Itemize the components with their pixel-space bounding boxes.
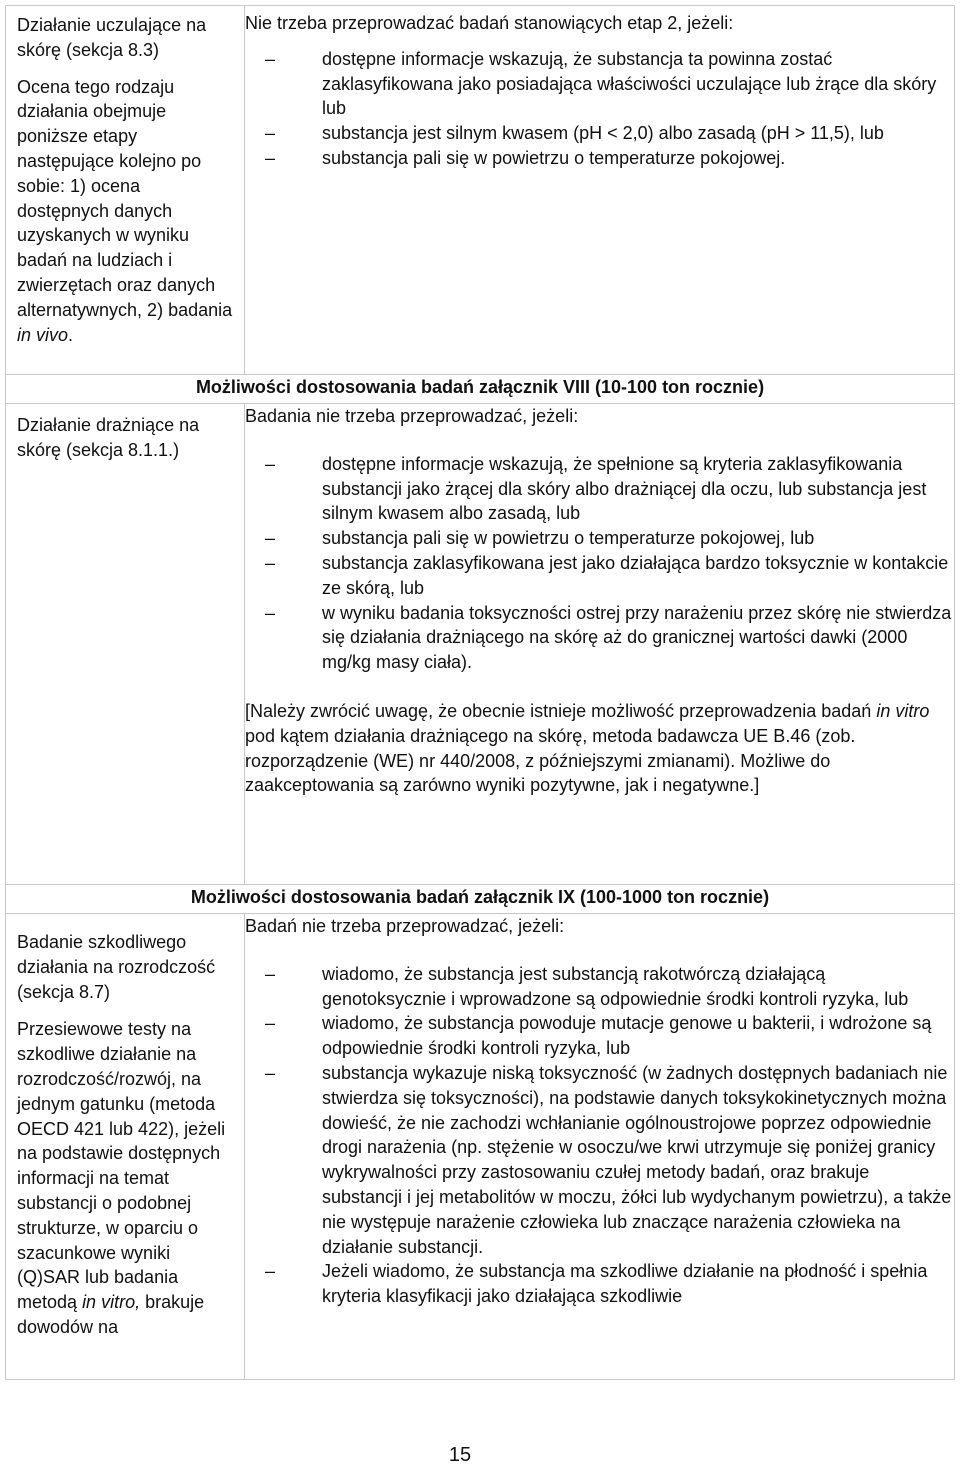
list-item: – substancja zaklasyfikowana jest jako działająca bardzo toksycznie w kontakcie ze skórą, lub xyxy=(245,551,954,601)
row-skin-irritation xyxy=(6,404,955,885)
list-item: – wiadomo, że substancja powoduje mutacje genowe u bakterii, i wdrożone są odpowiednie środki kontroli ryzyka, lub xyxy=(245,1011,954,1061)
left-cell xyxy=(6,914,245,1380)
row3-title: Badanie szkodliwego działania na rozrodczość (sekcja 8.7) xyxy=(17,932,216,1002)
list-item: – substancja jest silnym kwasem (pH < 2,0) albo zasadą (pH > 11,5), lub xyxy=(245,121,954,146)
row2-note: [Należy zwrócić uwagę, że obecnie istnieje możliwość przeprowadzenia badań in vitro pod kątem działania drażniącego na skórę, metoda badawcza UE B.46 (zob. rozporządzenie (WE) nr 440/2008, z późniejszymi zmianami). Możliwe do zaakceptowania są zarówno wyniki pozytywne, jak i negatywne.] xyxy=(245,700,930,796)
list-item: – w wyniku badania toksyczności ostrej przy narażeniu przez skórę nie stwierdza się działania drażniącego na skórę aż do granicznej wartości dawki (2000 mg/kg masy ciała). xyxy=(245,601,954,675)
row1-title: Działanie uczulające na skórę (sekcja 8.3) xyxy=(17,15,207,60)
section-header-row xyxy=(6,375,955,404)
row2-bullet-list xyxy=(245,452,954,675)
list-item: – dostępne informacje wskazują, że substancja ta powinna zostać zaklasyfikowana jako posiadająca właściwości uczulające lub żrące dla skóry lub xyxy=(245,47,954,121)
left-cell xyxy=(6,6,245,375)
row3-description: Przesiewowe testy na szkodliwe działanie na rozrodczość/rozwój, na jednym gatunku (metoda OECD 421 lub 422), jeżeli na podstawie dostępnych informacji na temat substancji o podobnej strukturze, w oparciu o szacunkowe wyniki (Q)SAR lub badania metodą in vitro, brakuje dowodów na xyxy=(17,1019,226,1337)
list-item: – substancja wykazuje niską toksyczność (w żadnych dostępnych badaniach nie stwierdza się toksyczności), na podstawie danych toksykokinetycznych można dowieść, że nie zachodzi wchłanianie ogólnoustrojowe poprzez odpowiednie drogi narażenia (np. stężenie w osoczu/we krwi utrzymuje się poniżej granicy wykrywalności przy zastosowaniu czułej metody badań, oraz brakuje substancji i jej metabolitów w moczu, żółci lub wydychanym powietrzu), a także nie występuje narażenie człowieka lub znaczące narażenia człowieka na działanie substancji. xyxy=(245,1061,954,1259)
left-cell xyxy=(6,404,245,885)
right-cell xyxy=(245,404,955,885)
regulation-table xyxy=(5,5,955,1380)
row3-bullet-list xyxy=(245,962,954,1309)
right-cell xyxy=(245,6,955,375)
section-viii-header: Możliwości dostosowania badań załącznik VIII (10-100 ton rocznie) xyxy=(6,375,955,404)
list-item: – substancja pali się w powietrzu o temperaturze pokojowej. xyxy=(245,146,954,171)
row-reproductive-toxicity xyxy=(6,914,955,1380)
section-ix-header: Możliwości dostosowania badań załącznik IX (100-1000 ton rocznie) xyxy=(6,885,955,914)
list-item: – substancja pali się w powietrzu o temperaturze pokojowej, lub xyxy=(245,526,954,551)
right-cell xyxy=(245,914,955,1380)
row1-intro: Nie trzeba przeprowadzać badań stanowiących etap 2, jeżeli: xyxy=(245,13,734,33)
row1-bullet-list xyxy=(245,47,954,171)
row1-description: Ocena tego rodzaju działania obejmuje poniższe etapy następujące kolejno po sobie: 1) ocena dostępnych danych uzyskanych w wyniku badań na ludziach i zwierzętach oraz danych alternatywnych, 2) badania in vivo. xyxy=(17,76,233,345)
row2-title: Działanie drażniące na skórę (sekcja 8.1.1.) xyxy=(17,415,200,460)
page-number: 15 xyxy=(448,1444,472,1466)
row2-intro: Badania nie trzeba przeprowadzać, jeżeli: xyxy=(245,406,579,426)
list-item: – Jeżeli wiadomo, że substancja ma szkodliwe działanie na płodność i spełnia kryteria klasyfikacji jako działająca szkodliwie xyxy=(245,1259,954,1309)
row3-left-text xyxy=(6,914,244,1340)
row-skin-sensitisation xyxy=(6,6,955,375)
row3-intro: Badań nie trzeba przeprowadzać, jeżeli: xyxy=(245,916,565,936)
row1-left-text xyxy=(6,6,244,347)
list-item: – wiadomo, że substancja jest substancją rakotwórczą działającą genotoksycznie i wprowadzone są odpowiednie środki kontroli ryzyka, lub xyxy=(245,962,954,1012)
list-item: – dostępne informacje wskazują, że spełnione są kryteria zaklasyfikowania substancji jako żrącej dla skóry albo drażniącej dla oczu, lub substancja jest silnym kwasem albo zasadą, lub xyxy=(245,452,954,526)
section-header-row xyxy=(6,885,955,914)
